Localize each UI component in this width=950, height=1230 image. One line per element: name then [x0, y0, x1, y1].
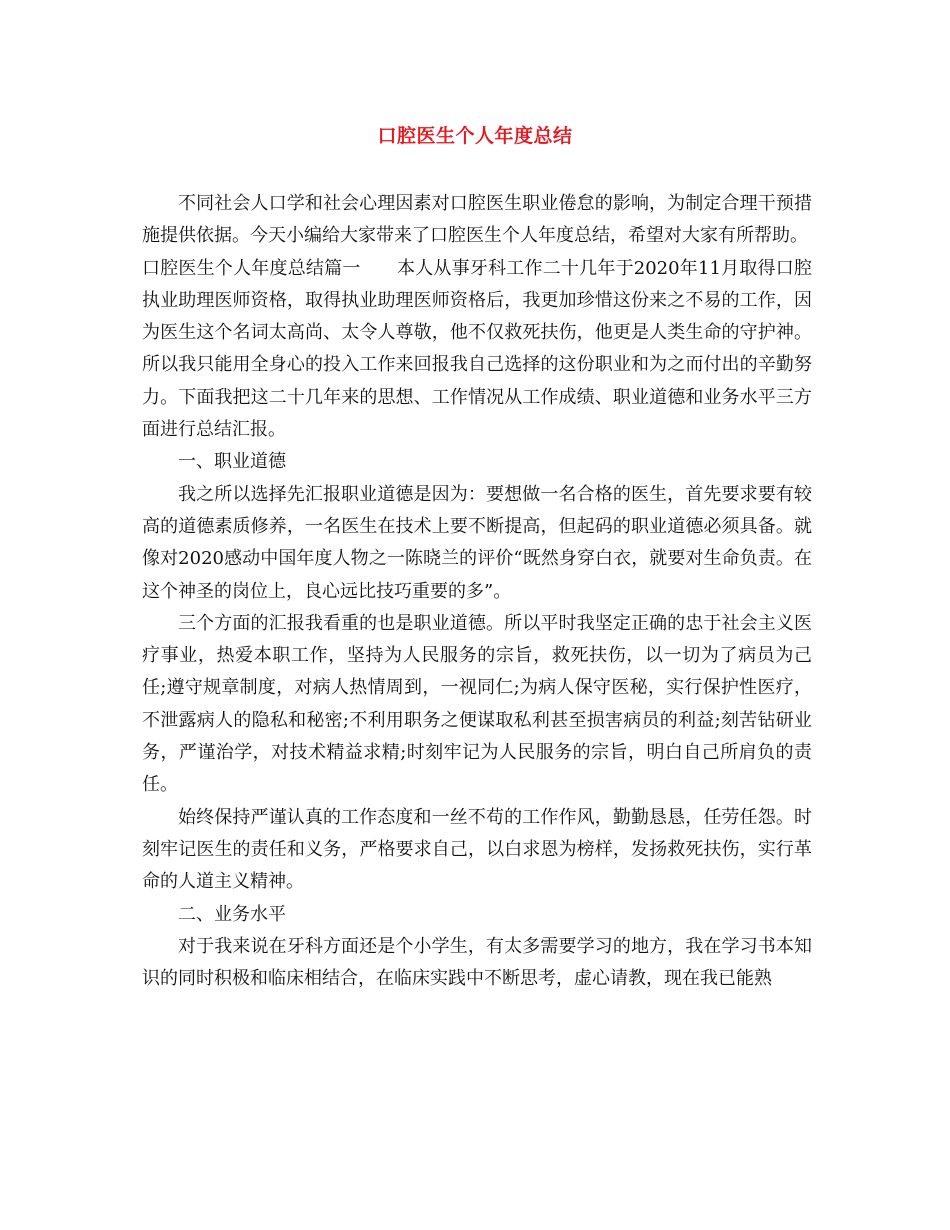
paragraph-work-attitude: 始终保持严谨认真的工作态度和一丝不苟的工作作风，勤勤恳恳，任劳任怨。时刻牢记医生的责任和义务，严格要求自己，以白求恩为榜样，发扬救死扶伤，实行革命的人道主义精神。 — [142, 806, 812, 893]
paragraph-intro: 不同社会人口学和社会心理因素对口腔医生职业倦怠的影响，为制定合理干预措施提供依据。今天小编给大家带来了口腔医生个人年度总结，希望对大家有所帮助。 — [142, 193, 812, 247]
document-body — [142, 188, 812, 995]
paragraph-ethics-reason: 我之所以选择先汇报职业道德是因为：要想做一名合格的医生，首先要求要有较高的道德素质修养，一名医生在技术上要不断提高，但起码的职业道德必须具备。就像对2020感动中国年度人物之一陈晓兰的评价“既然身穿白衣，就要对生命负责。在这个神圣的岗位上，良心远比技巧重要的多”。 — [142, 483, 812, 602]
paragraph-ethics-practice: 三个方面的汇报我看重的也是职业道德。所以平时我坚定正确的忠于社会主义医疗事业，热爱本职工作，坚持为人民服务的宗旨，救死扶伤，以一切为了病员为己任;遵守规章制度，对病人热情周到，一视同仁;为病人保守医秘，实行保护性医疗，不泄露病人的隐私和秘密;不利用职务之便谋取私利甚至损害病员的利益;刻苦钻研业务，严谨治学，对技术精益求精;时刻牢记为人民服务的宗旨，明白自己所肩负的责任。 — [142, 612, 812, 796]
paragraph-skills: 对于我来说在牙科方面还是个小学生，有太多需要学习的地方，我在学习书本知识的同时积极和临床相结合，在临床实践中不断思考，虚心请教，现在我已能熟 — [142, 935, 812, 990]
section-heading-skills: 二、业务水平 — [178, 903, 286, 925]
paragraph-part-one: 口腔医生个人年度总结篇一 本人从事牙科工作二十几年于2020年11月取得口腔执业助理医师资格，取得执业助理医师资格后，我更加珍惜这份来之不易的工作，因为医生这个名词太高尚、太令人尊敬，他不仅救死扶伤，他更是人类生命的守护神。所以我只能用全身心的投入工作来回报我自己选择的这份职业和为之而付出的辛勤努力。下面我把这二十几年来的思想、工作情况从工作成绩、职业道德和业务水平三方面进行总结汇报。 — [142, 257, 812, 441]
document-title: 口腔医生个人年度总结 — [377, 125, 573, 147]
section-heading-ethics: 一、职业道德 — [178, 451, 286, 473]
